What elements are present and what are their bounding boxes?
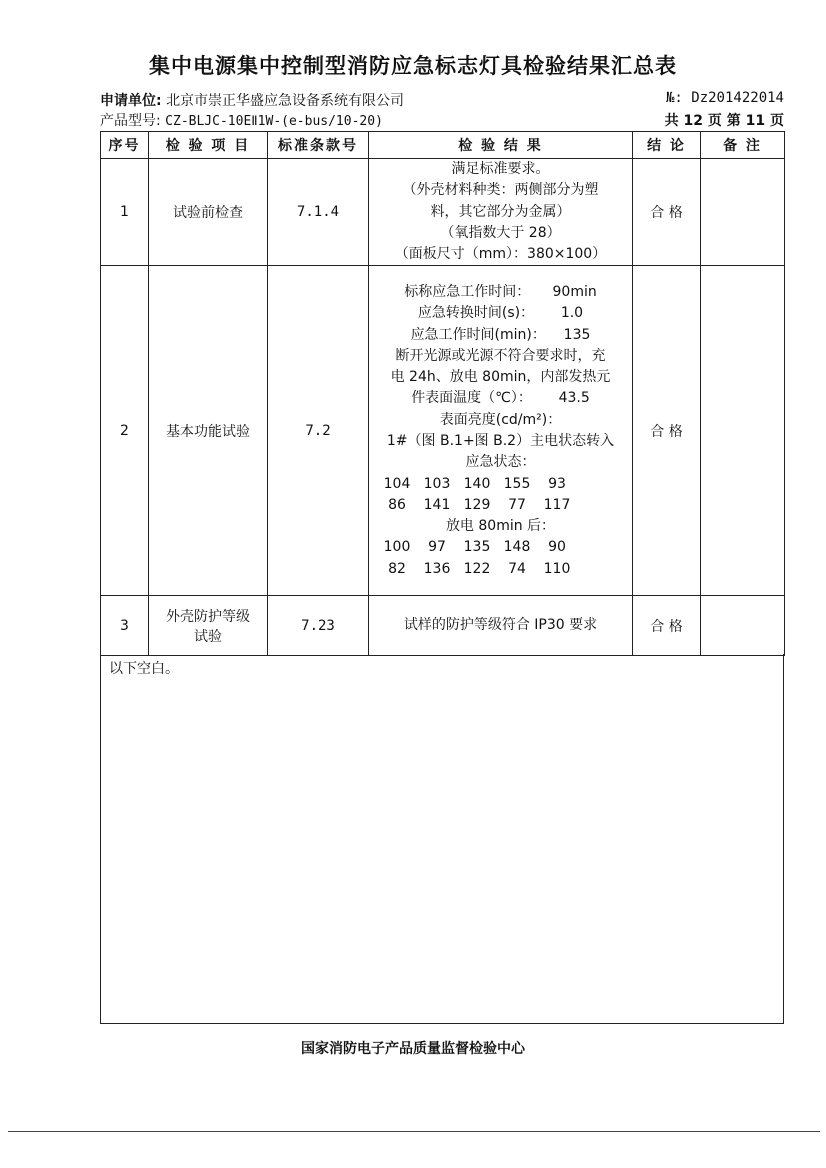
- page-count: 共 12 页 第 11 页: [664, 113, 784, 129]
- luminance-value: 100: [383, 539, 411, 556]
- col-header-conclusion: 结 论: [633, 132, 701, 159]
- luminance-value: 86: [388, 496, 406, 513]
- result-line: 应急转换时间(s)： 1.0: [417, 305, 584, 322]
- result-line: 应急工作时间(min)： 135: [410, 326, 591, 343]
- blank-area: [100, 654, 784, 1024]
- remark: [701, 266, 785, 596]
- col-header-clause: 标准条款号: [268, 132, 369, 159]
- luminance-value: 110: [543, 560, 571, 577]
- result-line: （氧指数大于 28）: [440, 224, 561, 241]
- standard-clause: 7.23: [268, 596, 369, 656]
- blank-note: 以下空白。: [109, 661, 179, 677]
- luminance-value: 77: [508, 496, 526, 513]
- luminance-value: 74: [508, 560, 526, 577]
- applicant-line: [100, 90, 404, 110]
- result-line: 满足标准要求。: [451, 161, 550, 177]
- conclusion: 合 格: [633, 596, 701, 656]
- standard-clause: 7.1.4: [268, 159, 369, 266]
- luminance-value: 135: [463, 539, 491, 556]
- luminance-value: 129: [463, 496, 491, 513]
- test-item: 基本功能试验: [149, 266, 268, 596]
- luminance-value: 155: [503, 475, 531, 492]
- test-item: [149, 596, 268, 656]
- result-line: （外壳材料种类：两侧部分为塑: [402, 182, 599, 199]
- table-row: [101, 596, 785, 656]
- table-row: [101, 266, 785, 596]
- result-line: 放电 80min 后：: [445, 518, 556, 535]
- luminance-value: 97: [428, 539, 446, 556]
- remark: [701, 159, 785, 266]
- results-table: [100, 131, 785, 656]
- result-line: 标称应急工作时间： 90min: [404, 283, 597, 300]
- row-number: 2: [101, 266, 149, 596]
- col-header-item: 检 验 项 目: [149, 132, 268, 159]
- result-line: 试样的防护等级符合 IP30 要求: [403, 617, 598, 634]
- luminance-value: 136: [423, 560, 451, 577]
- bottom-divider: [8, 1131, 820, 1132]
- test-item-line: 试验: [194, 628, 222, 645]
- result-line: 电 24h、放电 80min，内部发热元: [390, 369, 611, 386]
- result-line: （面板尺寸（mm）：380×100）: [394, 246, 607, 263]
- luminance-value: 82: [388, 560, 406, 577]
- result-line: 应急状态：: [465, 454, 536, 471]
- result-line: 表面亮度(cd/m²)：: [439, 411, 562, 428]
- luminance-values-row: [369, 474, 632, 495]
- luminance-values-row: [369, 495, 632, 516]
- row-number: 3: [101, 596, 149, 656]
- luminance-value: 90: [548, 539, 566, 556]
- issuing-organization: 国家消防电子产品质量监督检验中心: [301, 1041, 525, 1057]
- row-number: 1: [101, 159, 149, 266]
- luminance-values-row: [369, 559, 632, 580]
- table-row: [101, 159, 785, 266]
- report-number: №: Dz201422014: [665, 90, 784, 106]
- applicant-name: 北京市崇正华盛应急设备系统有限公司: [166, 93, 405, 109]
- conclusion: 合 格: [633, 159, 701, 266]
- result-line: 断开光源或光源不符合要求时，充: [395, 347, 606, 364]
- model-line: [100, 110, 383, 130]
- remark: [701, 596, 785, 656]
- luminance-value: 104: [383, 475, 411, 492]
- luminance-value: 103: [423, 475, 451, 492]
- conclusion: 合 格: [633, 266, 701, 596]
- test-result: [369, 159, 633, 266]
- luminance-value: 141: [423, 496, 451, 513]
- standard-clause: 7.2: [268, 266, 369, 596]
- result-line: 料，其它部分为金属）: [430, 203, 571, 220]
- col-header-no: 序号: [101, 132, 149, 159]
- luminance-values-row: [369, 537, 632, 558]
- applicant-label: 申请单位:: [100, 93, 162, 109]
- col-header-result: 检 验 结 果: [369, 132, 633, 159]
- luminance-value: 140: [463, 475, 491, 492]
- model-label: 产品型号:: [100, 113, 161, 129]
- test-item: 试验前检查: [149, 159, 268, 266]
- model-number: CZ-BLJC-10EⅡ1W-(e-bus/10-20): [165, 114, 383, 129]
- luminance-value: 117: [543, 496, 571, 513]
- page-title: 集中电源集中控制型消防应急标志灯具检验结果汇总表: [149, 54, 677, 78]
- col-header-remark: 备 注: [701, 132, 785, 159]
- test-item-line: 外壳防护等级: [166, 608, 250, 625]
- test-result: [369, 266, 633, 596]
- luminance-value: 93: [548, 475, 566, 492]
- table-header-row: [101, 132, 785, 159]
- result-line: 1#（图 B.1+图 B.2）主电状态转入: [386, 432, 615, 449]
- test-result: [369, 596, 633, 656]
- luminance-value: 122: [463, 560, 491, 577]
- luminance-value: 148: [503, 539, 531, 556]
- result-line: 件表面温度（℃）： 43.5: [411, 390, 590, 407]
